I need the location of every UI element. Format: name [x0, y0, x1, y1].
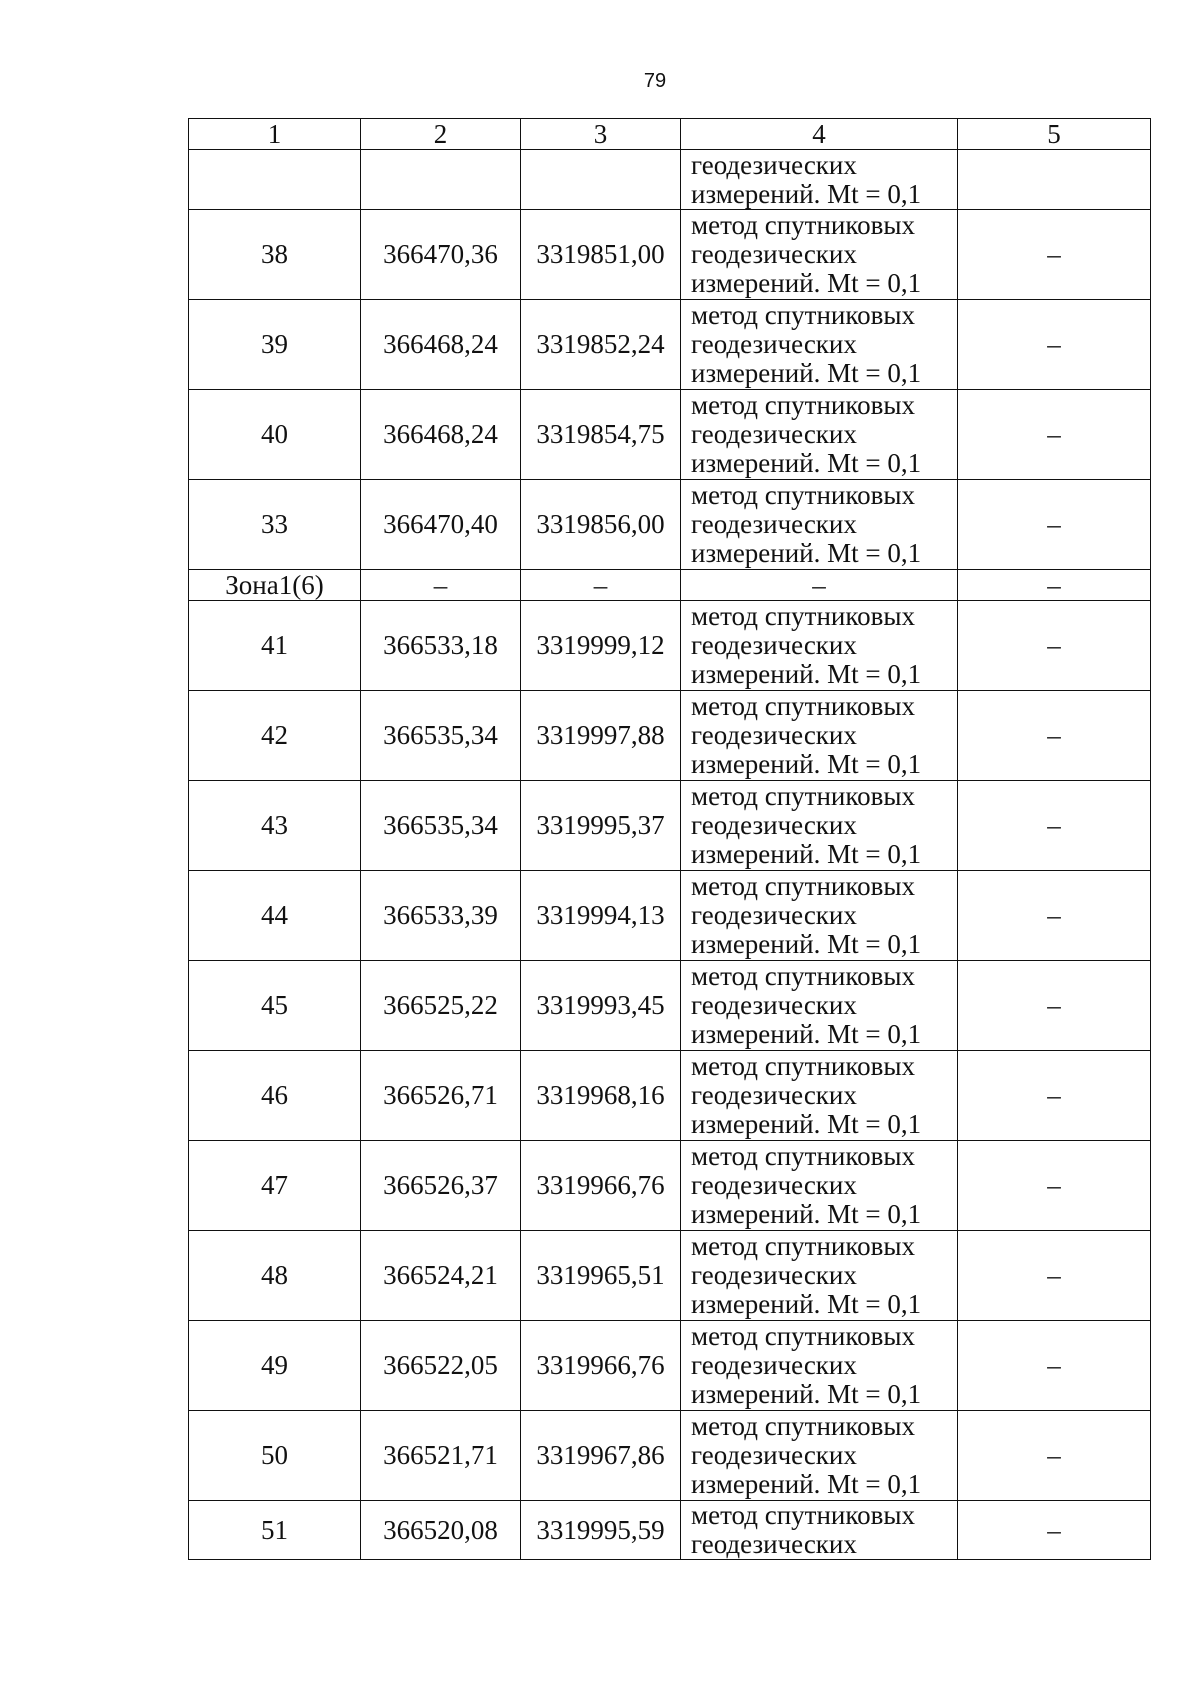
x-coordinate-cell: 366468,24: [361, 390, 521, 480]
method-line: геодезических: [691, 1080, 857, 1110]
method-line: измерений. Mt = 0,1: [691, 538, 922, 568]
x-coordinate-cell: –: [361, 570, 521, 601]
x-coordinate-cell: 366520,08: [361, 1501, 521, 1560]
method-line: геодезических: [691, 509, 857, 539]
method-line: метод спутниковых: [691, 1231, 915, 1261]
method-cell: [681, 1321, 958, 1411]
method-line: геодезических: [691, 329, 857, 359]
method-line: измерений. Mt = 0,1: [691, 839, 922, 869]
table-row: [189, 1141, 1151, 1231]
y-coordinate-cell: 3319997,88: [521, 691, 681, 781]
method-line: геодезических: [691, 900, 857, 930]
method-line: измерений. Mt = 0,1: [691, 1109, 922, 1139]
method-line: измерений. Mt = 0,1: [691, 268, 922, 298]
table-row: [189, 210, 1151, 300]
method-line: метод спутниковых: [691, 1051, 915, 1081]
method-cell: [681, 1501, 958, 1560]
method-line: метод спутниковых: [691, 1500, 915, 1530]
table-row: [189, 871, 1151, 961]
note-cell: –: [958, 1231, 1151, 1321]
method-line: метод спутниковых: [691, 781, 915, 811]
column-header-3: 3: [521, 119, 681, 150]
method-line: геодезических: [691, 720, 857, 750]
table-row: [189, 1321, 1151, 1411]
method-cell: [681, 210, 958, 300]
method-line: геодезических: [691, 810, 857, 840]
method-cell: [681, 781, 958, 871]
x-coordinate-cell: 366470,36: [361, 210, 521, 300]
table-row: [189, 300, 1151, 390]
x-coordinate-cell: 366468,24: [361, 300, 521, 390]
point-cell: 39: [189, 300, 361, 390]
coordinates-table: [188, 118, 1151, 1560]
note-cell: [958, 150, 1151, 210]
zone-row: [189, 570, 1151, 601]
y-coordinate-cell: 3319966,76: [521, 1321, 681, 1411]
method-line: геодезических: [691, 1260, 857, 1290]
column-header-4: 4: [681, 119, 958, 150]
method-line: геодезических: [691, 990, 857, 1020]
point-cell: 51: [189, 1501, 361, 1560]
table-row: [189, 1411, 1151, 1501]
method-cell: [681, 601, 958, 691]
y-coordinate-cell: 3319856,00: [521, 480, 681, 570]
y-coordinate-cell: 3319993,45: [521, 961, 681, 1051]
y-coordinate-cell: 3319854,75: [521, 390, 681, 480]
x-coordinate-cell: 366533,39: [361, 871, 521, 961]
y-coordinate-cell: 3319852,24: [521, 300, 681, 390]
method-line: геодезических: [691, 1440, 857, 1470]
y-coordinate-cell: 3319999,12: [521, 601, 681, 691]
point-cell: 41: [189, 601, 361, 691]
point-cell: 43: [189, 781, 361, 871]
method-line: метод спутниковых: [691, 1141, 915, 1171]
note-cell: –: [958, 1141, 1151, 1231]
y-coordinate-cell: 3319995,37: [521, 781, 681, 871]
method-cell: –: [681, 570, 958, 601]
method-cell: [681, 1141, 958, 1231]
method-cell: [681, 390, 958, 480]
point-cell: 42: [189, 691, 361, 781]
x-coordinate-cell: 366526,37: [361, 1141, 521, 1231]
table-header-row: [189, 119, 1151, 150]
y-coordinate-cell: 3319995,59: [521, 1501, 681, 1560]
table-row: [189, 1051, 1151, 1141]
point-cell: 38: [189, 210, 361, 300]
method-cell: [681, 691, 958, 781]
table-row: [189, 601, 1151, 691]
method-line: измерений. Mt = 0,1: [691, 358, 922, 388]
method-line: геодезических: [691, 1350, 857, 1380]
method-line: метод спутниковых: [691, 961, 915, 991]
note-cell: –: [958, 781, 1151, 871]
column-header-2: 2: [361, 119, 521, 150]
x-coordinate-cell: 366533,18: [361, 601, 521, 691]
method-line: измерений. Mt = 0,1: [691, 1289, 922, 1319]
column-header-1: 1: [189, 119, 361, 150]
method-line: измерений. Mt = 0,1: [691, 1379, 922, 1409]
method-line: метод спутниковых: [691, 1411, 915, 1441]
method-cell: [681, 300, 958, 390]
note-cell: –: [958, 1411, 1151, 1501]
table-row: [189, 781, 1151, 871]
method-line: метод спутниковых: [691, 871, 915, 901]
table-row: [189, 480, 1151, 570]
method-line: измерений. Mt = 0,1: [691, 1019, 922, 1049]
method-line: геодезических: [691, 239, 857, 269]
point-cell: 44: [189, 871, 361, 961]
method-line: измерений. Mt = 0,1: [691, 929, 922, 959]
point-cell: 47: [189, 1141, 361, 1231]
method-cell: [681, 1411, 958, 1501]
column-header-5: 5: [958, 119, 1151, 150]
table-row: [189, 390, 1151, 480]
method-line: метод спутниковых: [691, 691, 915, 721]
page-number: 79: [643, 70, 667, 92]
point-cell: 50: [189, 1411, 361, 1501]
y-coordinate-cell: 3319994,13: [521, 871, 681, 961]
method-cell: [681, 1051, 958, 1141]
method-cell: [681, 961, 958, 1051]
x-coordinate-cell: 366535,34: [361, 691, 521, 781]
y-coordinate-cell: 3319967,86: [521, 1411, 681, 1501]
method-line: измерений. Mt = 0,1: [691, 659, 922, 689]
continuation-row: [189, 150, 1151, 210]
method-line: геодезических: [691, 149, 857, 180]
note-cell: –: [958, 300, 1151, 390]
method-line: метод спутниковых: [691, 1321, 915, 1351]
note-cell: –: [958, 691, 1151, 781]
method-line: геодезических: [691, 630, 857, 660]
table-row: [189, 1231, 1151, 1321]
x-coordinate-cell: 366524,21: [361, 1231, 521, 1321]
method-line: метод спутниковых: [691, 390, 915, 420]
method-line: геодезических: [691, 1529, 857, 1559]
method-line: измерений. Mt = 0,1: [691, 178, 922, 209]
zone-label-cell: Зона1(6): [189, 570, 361, 601]
note-cell: –: [958, 570, 1151, 601]
x-coordinate-cell: 366470,40: [361, 480, 521, 570]
x-coordinate-cell: 366526,71: [361, 1051, 521, 1141]
note-cell: –: [958, 961, 1151, 1051]
note-cell: –: [958, 871, 1151, 961]
y-coordinate-cell: 3319851,00: [521, 210, 681, 300]
method-line: измерений. Mt = 0,1: [691, 448, 922, 478]
note-cell: –: [958, 210, 1151, 300]
method-cell: [681, 871, 958, 961]
note-cell: –: [958, 1051, 1151, 1141]
y-coordinate-cell: 3319966,76: [521, 1141, 681, 1231]
point-cell: 45: [189, 961, 361, 1051]
method-line: измерений. Mt = 0,1: [691, 749, 922, 779]
x-coordinate-cell: 366521,71: [361, 1411, 521, 1501]
note-cell: –: [958, 1501, 1151, 1560]
method-line: измерений. Mt = 0,1: [691, 1199, 922, 1229]
table-row: [189, 961, 1151, 1051]
point-cell: 33: [189, 480, 361, 570]
method-cell: [681, 150, 958, 210]
method-cell: [681, 480, 958, 570]
point-cell: 40: [189, 390, 361, 480]
x-coordinate-cell: 366525,22: [361, 961, 521, 1051]
y-coordinate-cell: –: [521, 570, 681, 601]
x-coordinate-cell: 366535,34: [361, 781, 521, 871]
method-line: геодезических: [691, 1170, 857, 1200]
note-cell: –: [958, 480, 1151, 570]
y-coordinate-cell: [521, 150, 681, 210]
method-line: метод спутниковых: [691, 480, 915, 510]
x-coordinate-cell: [361, 150, 521, 210]
method-line: метод спутниковых: [691, 300, 915, 330]
method-cell: [681, 1231, 958, 1321]
note-cell: –: [958, 1321, 1151, 1411]
point-cell: 49: [189, 1321, 361, 1411]
note-cell: –: [958, 390, 1151, 480]
note-cell: –: [958, 601, 1151, 691]
y-coordinate-cell: 3319968,16: [521, 1051, 681, 1141]
method-line: метод спутниковых: [691, 210, 915, 240]
method-line: геодезических: [691, 419, 857, 449]
point-cell: [189, 150, 361, 210]
point-cell: 46: [189, 1051, 361, 1141]
method-line: метод спутниковых: [691, 601, 915, 631]
table-row: [189, 1501, 1151, 1560]
x-coordinate-cell: 366522,05: [361, 1321, 521, 1411]
table-row: [189, 691, 1151, 781]
y-coordinate-cell: 3319965,51: [521, 1231, 681, 1321]
point-cell: 48: [189, 1231, 361, 1321]
method-line: измерений. Mt = 0,1: [691, 1469, 922, 1499]
